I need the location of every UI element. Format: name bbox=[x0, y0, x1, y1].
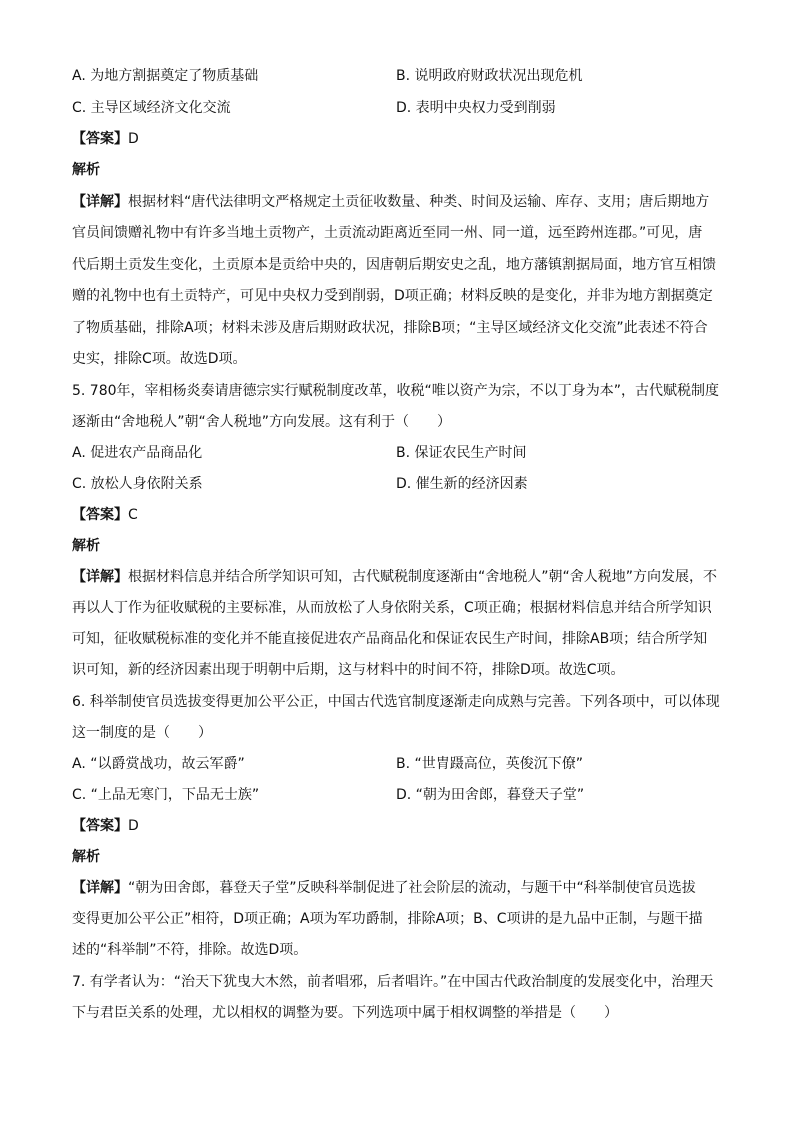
q5-detail-tag: 【详解】 bbox=[72, 569, 128, 585]
q5-option-c: C. 放松人身依附关系 bbox=[72, 476, 203, 492]
q6-option-b: B. “世胄蹑高位，英俊沉下僚” bbox=[396, 756, 584, 772]
q6-analysis-label: 解析 bbox=[72, 849, 100, 865]
q4-detail-line-5: 了物质基础，排除A项；材料未涉及唐后期财政状况，排除B项；“主导区域经济文化交流”此表述不符合 bbox=[72, 320, 708, 336]
q5-detail-line-2: 再以人丁作为征收赋税的主要标准，从而放松了人身依附关系，C项正确；根据材料信息并结合所学知识 bbox=[72, 600, 712, 616]
q6-stem-line-2: 这一制度的是（ ） bbox=[72, 725, 212, 741]
q5-option-a: A. 促进农产品商品化 bbox=[72, 445, 203, 461]
q7-stem-line-2: 下与君臣关系的处理，尤以相权的调整为要。下列选项中属于相权调整的举措是（ ） bbox=[72, 1005, 618, 1021]
q5-option-b: B. 保证农民生产时间 bbox=[396, 445, 527, 461]
q6-analysis-heading bbox=[72, 847, 722, 867]
q4-option-d: D. 表明中央权力受到削弱 bbox=[396, 100, 556, 116]
q5-answer: C bbox=[128, 507, 138, 523]
q6-option-c: C. “上品无寒门，下品无士族” bbox=[72, 787, 260, 803]
q6-detail-text-1: “朝为田舍郎，暮登天子堂”反映科举制促进了社会阶层的流动，与题干中“科举制使官员选拔 bbox=[128, 880, 696, 896]
q4-answer-line bbox=[72, 129, 722, 149]
q5-answer-line bbox=[72, 505, 722, 525]
q4-detail-line-3: 代后期土贡发生变化，土贡原本是贡给中央的，因唐朝后期安史之乱，地方藩镇割据局面，地方官互相馈 bbox=[72, 257, 716, 273]
q4-option-b: B. 说明政府财政状况出现危机 bbox=[396, 68, 583, 84]
q6-stem-line-1: 6. 科举制使官员选拔变得更加公平公正，中国古代选官制度逐渐走向成熟与完善。下列各项中，可以体现 bbox=[72, 694, 720, 710]
q5-option-d: D. 催生新的经济因素 bbox=[396, 476, 528, 492]
q7-stem-line-1: 7. 有学者认为：“治天下犹曳大木然，前者唱邪，后者唱许。”在中国古代政治制度的发展变化中，治理天 bbox=[72, 974, 714, 990]
q4-detail-line-6: 史实，排除C项。故选D项。 bbox=[72, 351, 247, 367]
q4-detail-line-2: 官员间馈赠礼物中有许多当地土贡物产，土贡流动距离近至同一州、同一道，远至跨州连郡。”可见，唐 bbox=[72, 225, 703, 241]
q6-option-a: A. “以爵赏战功，故云军爵” bbox=[72, 756, 245, 772]
q5-analysis-heading bbox=[72, 536, 722, 556]
q5-answer-tag: 【答案】 bbox=[72, 507, 128, 523]
q4-answer-tag: 【答案】 bbox=[72, 131, 128, 147]
q4-detail-line-4: 赠的礼物中也有土贡特产，可见中央权力受到削弱，D项正确；材料反映的是变化，并非为地方割据奠定 bbox=[72, 288, 713, 304]
q6-detail-line-3: 述的“科举制”不符，排除。故选D项。 bbox=[72, 942, 308, 958]
q4-analysis-label: 解析 bbox=[72, 162, 100, 178]
q6-detail-tag: 【详解】 bbox=[72, 880, 128, 896]
q5-stem-line-2: 逐渐由“舍地税人”朝“舍人税地”方向发展。这有利于（ ） bbox=[72, 414, 452, 430]
q6-answer: D bbox=[128, 818, 139, 834]
q4-detail-tag: 【详解】 bbox=[72, 194, 128, 210]
q5-detail-line-4: 识可知，新的经济因素出现于明朝中后期，这与材料中的时间不符，排除D项。故选C项。 bbox=[72, 662, 625, 678]
q4-detail-line-1 bbox=[72, 192, 722, 212]
q4-option-c: C. 主导区域经济文化交流 bbox=[72, 100, 231, 116]
q4-analysis-heading bbox=[72, 160, 722, 180]
q6-detail-line-1 bbox=[72, 878, 722, 898]
q6-answer-tag: 【答案】 bbox=[72, 818, 128, 834]
q5-analysis-label: 解析 bbox=[72, 538, 100, 554]
q6-answer-line bbox=[72, 816, 722, 836]
q5-detail-line-1 bbox=[72, 567, 722, 587]
q5-detail-line-3: 可知，征收赋税标准的变化并不能直接促进农产品商品化和保证农民生产时间，排除AB项；结合所学知 bbox=[72, 631, 708, 647]
q5-detail-text-1: 根据材料信息并结合所学知识可知，古代赋税制度逐渐由“舍地税人”朝“舍人税地”方向发展，不 bbox=[128, 569, 718, 585]
q5-stem-line-1: 5. 780年，宰相杨炎奏请唐德宗实行赋税制度改革，收税“唯以资产为宗，不以丁身为本”，古代赋税制度 bbox=[72, 383, 720, 399]
q4-option-a: A. 为地方割据奠定了物质基础 bbox=[72, 68, 259, 84]
q6-detail-line-2: 变得更加公平公正”相符，D项正确；A项为军功爵制，排除A项；B、C项讲的是九品中正制，与题干描 bbox=[72, 911, 703, 927]
q6-option-d: D. “朝为田舍郎，暮登天子堂” bbox=[396, 787, 585, 803]
q4-detail-text-1: 根据材料“唐代法律明文严格规定土贡征收数量、种类、时间及运输、库存、支用；唐后期地方 bbox=[128, 194, 710, 210]
q4-answer: D bbox=[128, 131, 139, 147]
